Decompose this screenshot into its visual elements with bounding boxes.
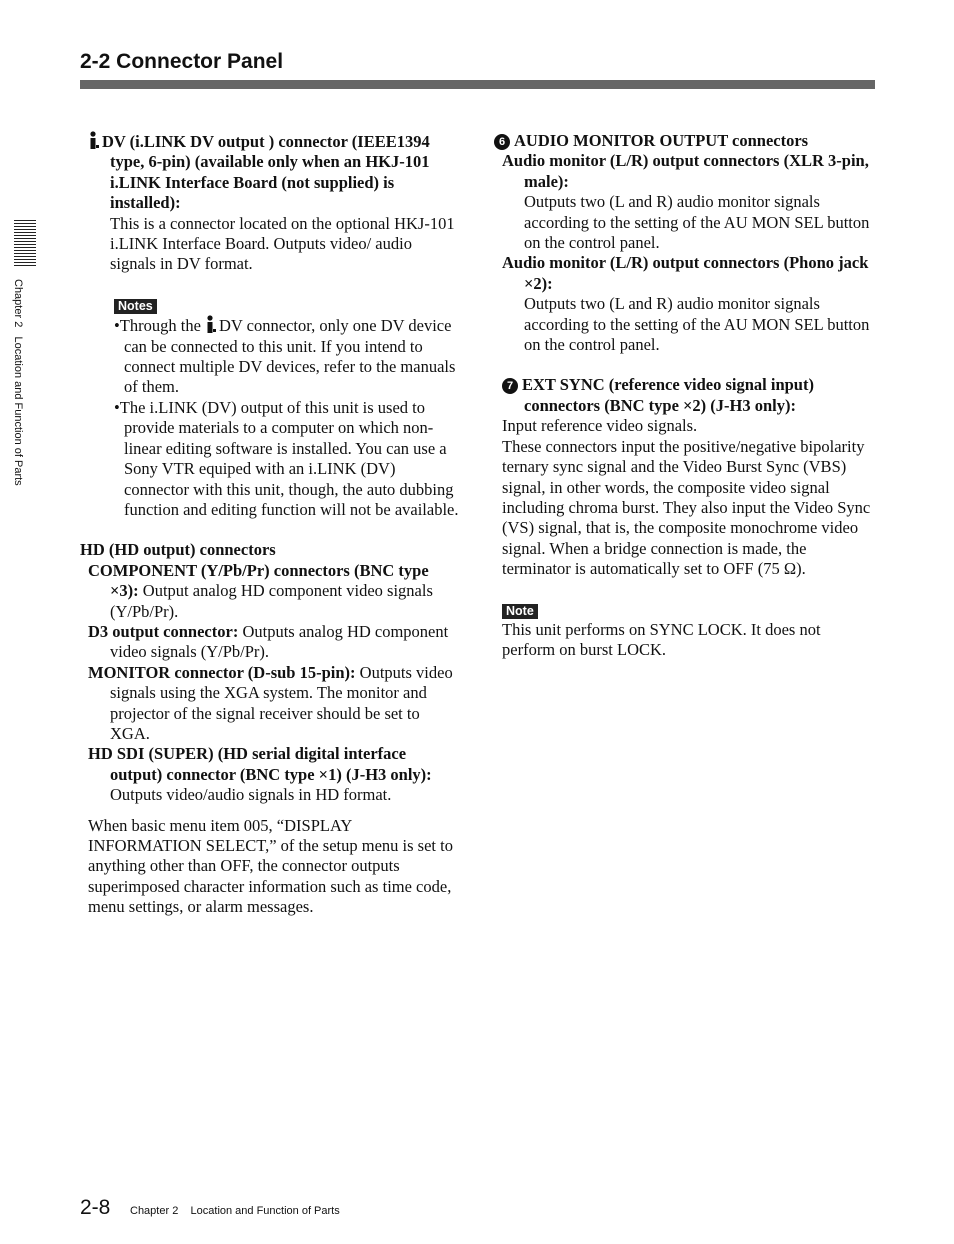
- monitor-connector-entry: [80, 663, 460, 745]
- title-rule: [80, 80, 875, 89]
- phono-description: Outputs two (L and R) audio monitor signals according to the setting of the AU MON SEL button on the control panel.: [524, 294, 870, 355]
- component-connector-entry: [80, 561, 460, 622]
- left-column: [80, 131, 460, 918]
- chapter-tab-marker: [14, 220, 36, 268]
- side-chapter-label: Chapter 2 Location and Function of Parts: [12, 279, 24, 486]
- right-column: [494, 131, 874, 661]
- hd-connectors-heading: HD (HD output) connectors: [80, 540, 276, 560]
- component-label: COMPONENT (Y/Pb/Pr) connectors (BNC type ×3):: [88, 560, 429, 601]
- monitor-label: MONITOR connector (D-sub 15-pin):: [88, 662, 356, 682]
- note2-text: The i.LINK (DV) output of this unit is used to provide materials to a computer on which non-linear editing software is installed. You can use a Sony VTR equiped with an i.LINK (DV) connector with this unit, though, the auto dubbing function and editing function will not be available.: [119, 397, 459, 519]
- sdi-connector-heading: HD SDI (SUPER) (HD serial digital interface output) connector (BNC type ×1) (J-H3 only):: [88, 744, 432, 784]
- ext-sync-heading: [494, 375, 874, 416]
- note1-before: Through the: [119, 316, 206, 336]
- phono-heading: Audio monitor (L/R) output connectors (Phono jack ×2):: [502, 253, 869, 293]
- note-item: •Through the DV connector, only one DV device can be connected to this unit. If you intend to connect multiple DV devices, refer to the manuals of them.: [114, 316, 456, 397]
- sync-lock-note: This unit performs on SYNC LOCK. It does not perform on burst LOCK.: [502, 619, 821, 660]
- page-number: 2-8: [80, 1196, 111, 1219]
- item-number-badge: 7: [502, 378, 518, 394]
- item-number-badge: 6: [494, 134, 510, 150]
- component-desc: Output analog HD component video signals (Y/Pb/Pr).: [110, 581, 433, 621]
- ilink-icon: [88, 131, 100, 149]
- audio-monitor-heading: [494, 131, 874, 151]
- ilink-icon: [205, 315, 217, 333]
- note-badge: Note: [502, 604, 538, 619]
- ext-sync-description: These connectors input the positive/negative bipolarity ternary sync signal and the Video Burst Sync (VBS) signal, in other words, the composite video signal including chroma burst. They also input the Video Sync (VS) signal, that is, the composite monochrome video signal. When a bridge connection is made, the terminator is automatically set to OFF (75 Ω).: [502, 436, 871, 579]
- dv-connector-heading: [80, 131, 460, 214]
- monitor-desc: Outputs video signals using the XGA system. The monitor and projector of the signal receiver should be set to XGA.: [110, 662, 453, 743]
- d3-connector-entry: [80, 622, 460, 663]
- notes-badge: Notes: [114, 299, 157, 314]
- note-item: •The i.LINK (DV) output of this unit is used to provide materials to a computer on which non-linear editing software is installed. You can use a Sony VTR equiped with an i.LINK (DV) connector with this unit, though, the auto dubbing function and editing function will not be available.: [114, 397, 459, 519]
- d3-desc: Outputs analog HD component video signals (Y/Pb/Pr).: [110, 621, 449, 662]
- display-info-paragraph: When basic menu item 005, “DISPLAY INFORMATION SELECT,” of the setup menu is set to anything other than OFF, the connector outputs superimposed character information such as time code, menu settings, or alarm messages.: [88, 815, 453, 917]
- dv-connector-description: This is a connector located on the optional HKJ-101 i.LINK Interface Board. Outputs video/ audio signals in DV format.: [110, 213, 455, 274]
- ext-sync-heading-text: EXT SYNC (reference video signal input) connectors (BNC type ×2) (J-H3 only):: [522, 375, 814, 415]
- xlr-heading: Audio monitor (L/R) output connectors (XLR 3-pin, male):: [502, 151, 869, 191]
- d3-label: D3 output connector:: [88, 621, 239, 641]
- footer-chapter-label: Chapter 2 Location and Function of Parts: [130, 1205, 340, 1217]
- note1-after: DV connector, only one DV device can be connected to this unit. If you intend to connect multiple DV devices, refer to the manuals of them.: [124, 316, 456, 397]
- xlr-description: Outputs two (L and R) audio monitor signals according to the setting of the AU MON SEL button on the control panel.: [524, 192, 870, 253]
- section-title: 2-2 Connector Panel: [80, 50, 284, 73]
- ext-sync-line1: Input reference video signals.: [502, 416, 698, 436]
- dv-heading-text: DV (i.LINK DV output ) connector (IEEE1394 type, 6-pin) (available only when an HKJ-101 i.LINK Interface Board (not supplied) is installed):: [102, 132, 430, 213]
- audio-monitor-heading-text: AUDIO MONITOR OUTPUT connectors: [514, 131, 809, 150]
- sdi-connector-desc: Outputs video/audio signals in HD format.: [110, 785, 392, 805]
